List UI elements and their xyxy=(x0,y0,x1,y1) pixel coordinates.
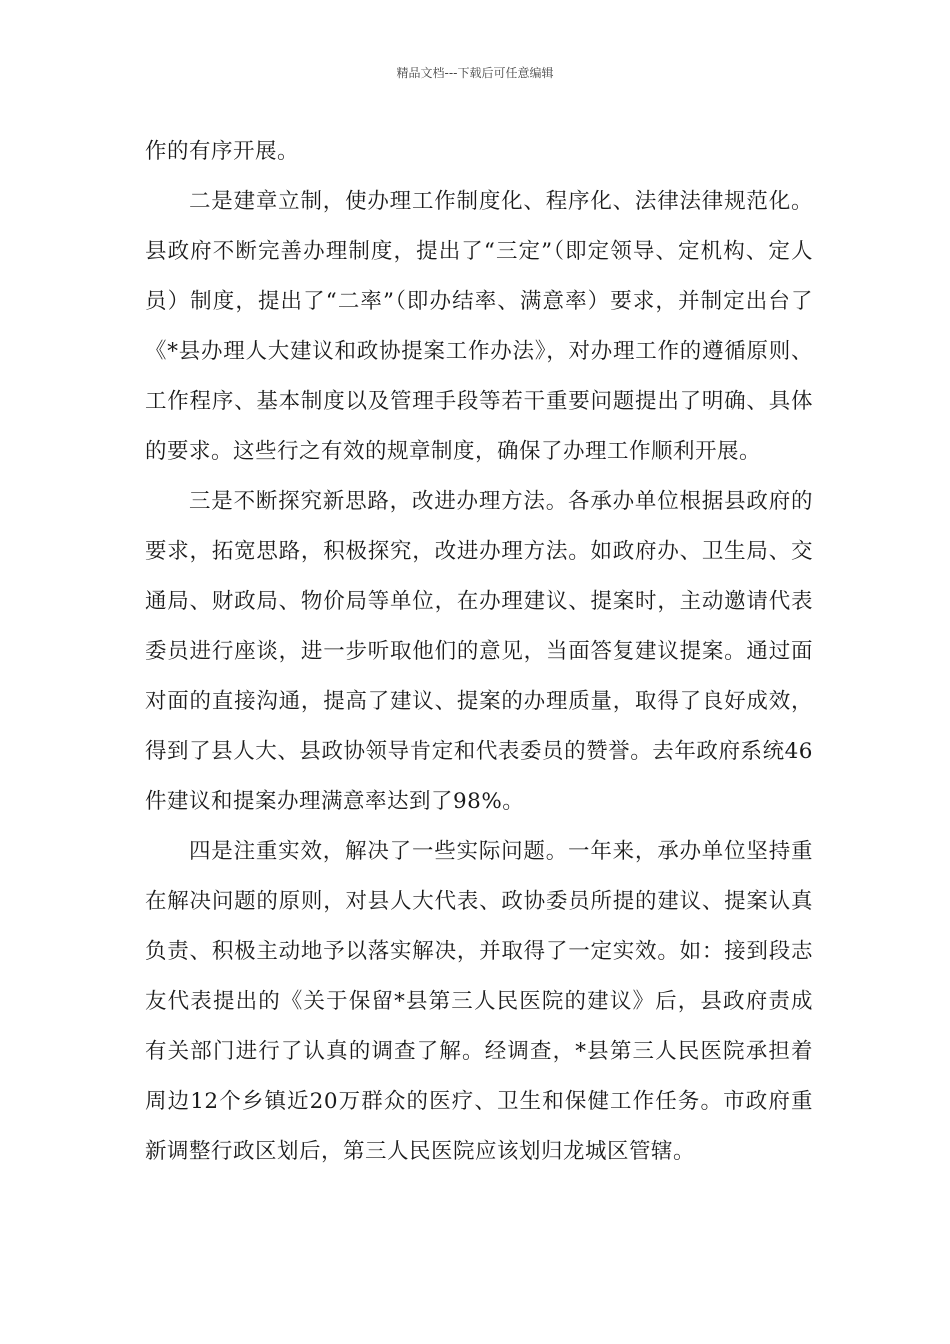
document-body xyxy=(145,127,813,1177)
paragraph-continuation: 作的有序开展。 xyxy=(145,139,300,164)
paragraph-new-methods: 三是不断探究新思路，改进办理方法。各承办单位根据县政府的要求，拓宽思路，积极探究，改进办理方法。如政府办、卫生局、交通局、财政局、物价局等单位，在办理建议、提案时，主动邀请代表委员进行座谈，进一步听取他们的意见，当面答复建议提案。通过面对面的直接沟通，提高了建议、提案的办理质量，取得了良好成效，得到了县人大、县政协领导肯定和代表委员的赞誉。去年政府系统46件建议和提案办理满意率达到了98%。 xyxy=(145,489,813,814)
paragraph-practical-results: 四是注重实效，解决了一些实际问题。一年来，承办单位坚持重在解决问题的原则，对县人大代表、政协委员所提的建议、提案认真负责、积极主动地予以落实解决，并取得了一定实效。如：接到段志友代表提出的《关于保留*县第三人民医院的建议》后，县政府责成有关部门进行了认真的调查了解。经调查，*县第三人民医院承担着周边12个乡镇近20万群众的医疗、卫生和保健工作任务。市政府重新调整行政区划后，第三人民医院应该划归龙城区管辖。 xyxy=(145,839,813,1164)
paragraph-rules-system: 二是建章立制，使办理工作制度化、程序化、法律法律规范化。县政府不断完善办理制度，提出了“三定”（即定领导、定机构、定人员）制度，提出了“二率”（即办结率、满意率）要求，并制定出台了《*县办理人大建议和政协提案工作办法》，对办理工作的遵循原则、工作程序、基本制度以及管理手段等若干重要问题提出了明确、具体的要求。这些行之有效的规章制度，确保了办理工作顺利开展。 xyxy=(145,189,813,464)
page-header: 精品文档---下载后可任意编辑 xyxy=(396,66,554,80)
